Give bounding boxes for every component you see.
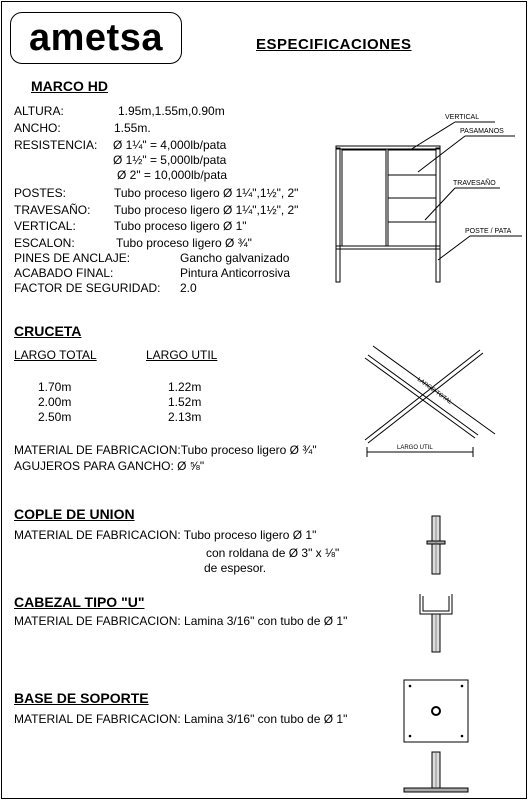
pines-label: PINES DE ANCLAJE:	[14, 251, 131, 265]
diagram-label-largo-util: LARGO UTIL	[397, 445, 433, 451]
section-heading-marco: MARCO HD	[31, 78, 108, 94]
cruceta-total-3: 2.50m	[38, 410, 72, 424]
u-head-diagram	[418, 592, 454, 654]
base-line-1: MATERIAL DE FABRICACION: Lamina 3/16" con tubo de Ø 1"	[14, 712, 348, 726]
escalon-label: ESCALON:	[14, 236, 75, 250]
section-heading-cabezal: CABEZAL TIPO "U"	[14, 594, 145, 610]
postes-label: POSTES:	[14, 186, 67, 200]
diagram-label-vertical: VERTICAL	[445, 114, 480, 121]
diagram-label-largo-total: LARGO TOTAL	[415, 376, 453, 406]
altura-value: 1.95m,1.55m,0.90m	[118, 104, 225, 118]
travesano-value: Tubo proceso ligero Ø 1¼",1½", 2"	[114, 203, 299, 217]
diagram-label-pasamanos: PASAMANOS	[460, 128, 504, 135]
vertical-label: VERTICAL:	[14, 219, 76, 233]
section-heading-base: BASE DE SOPORTE	[14, 690, 149, 706]
page-title: ESPECIFICACIONES	[256, 36, 412, 53]
travesano-label: TRAVESAÑO:	[14, 203, 91, 217]
cople-line-2: con roldana de Ø 3" x ⅛"	[206, 546, 340, 560]
base-plate-diagram	[402, 678, 472, 796]
cruceta-total-1: 1.70m	[38, 380, 72, 394]
resistencia-value-2: Ø 1½" = 5,000lb/pata	[113, 153, 227, 167]
cruceta-util-1: 1.22m	[168, 380, 202, 394]
section-heading-cople: COPLE DE UNION	[14, 506, 135, 522]
escalon-value: Tubo proceso ligero Ø ¾"	[116, 236, 252, 250]
cople-line-1: MATERIAL DE FABRICACION: Tubo proceso ligero Ø 1"	[14, 528, 317, 542]
diagram-label-travesano: TRAVESAÑO	[453, 180, 496, 187]
factor-label: FACTOR DE SEGURIDAD:	[14, 281, 161, 295]
company-logo: ametsa	[10, 12, 182, 64]
cruceta-util-3: 2.13m	[168, 410, 202, 424]
coupler-diagram	[424, 514, 448, 576]
cople-line-3: de espesor.	[204, 561, 267, 575]
cruceta-material: MATERIAL DE FABRICACION:Tubo proceso ligero Ø ¾"	[14, 443, 317, 457]
cruceta-agujeros: AGUJEROS PARA GANCHO: Ø ⅝"	[14, 459, 205, 473]
section-heading-cruceta: CRUCETA	[14, 323, 82, 339]
resistencia-value-1: Ø 1¼" = 4,000lb/pata	[113, 138, 227, 152]
cruceta-total-2: 2.00m	[38, 395, 72, 409]
acabado-value: Pintura Anticorrosiva	[180, 266, 291, 280]
ancho-label: ANCHO:	[14, 121, 61, 135]
cruceta-col-total: LARGO TOTAL	[14, 348, 97, 362]
altura-label: ALTURA:	[14, 104, 64, 118]
cross-brace-diagram	[355, 340, 505, 458]
diagram-label-poste: POSTE / PATA	[465, 228, 512, 235]
factor-value: 2.0	[180, 281, 197, 295]
resistencia-label: RESISTENCIA:	[14, 138, 98, 152]
vertical-value: Tubo proceso ligero Ø 1"	[114, 219, 247, 233]
cabezal-line-1: MATERIAL DE FABRICACION: Lamina 3/16" con tubo de Ø 1"	[14, 614, 348, 628]
frame-diagram	[330, 110, 525, 285]
resistencia-value-3: Ø 2" = 10,000lb/pata	[117, 168, 228, 182]
pines-value: Gancho galvanizado	[180, 251, 290, 265]
ancho-value: 1.55m.	[114, 121, 151, 135]
acabado-label: ACABADO FINAL:	[14, 266, 114, 280]
postes-value: Tubo proceso ligero Ø 1¼",1½", 2"	[114, 186, 299, 200]
cruceta-col-util: LARGO UTIL	[146, 348, 218, 362]
cruceta-util-2: 1.52m	[168, 395, 202, 409]
